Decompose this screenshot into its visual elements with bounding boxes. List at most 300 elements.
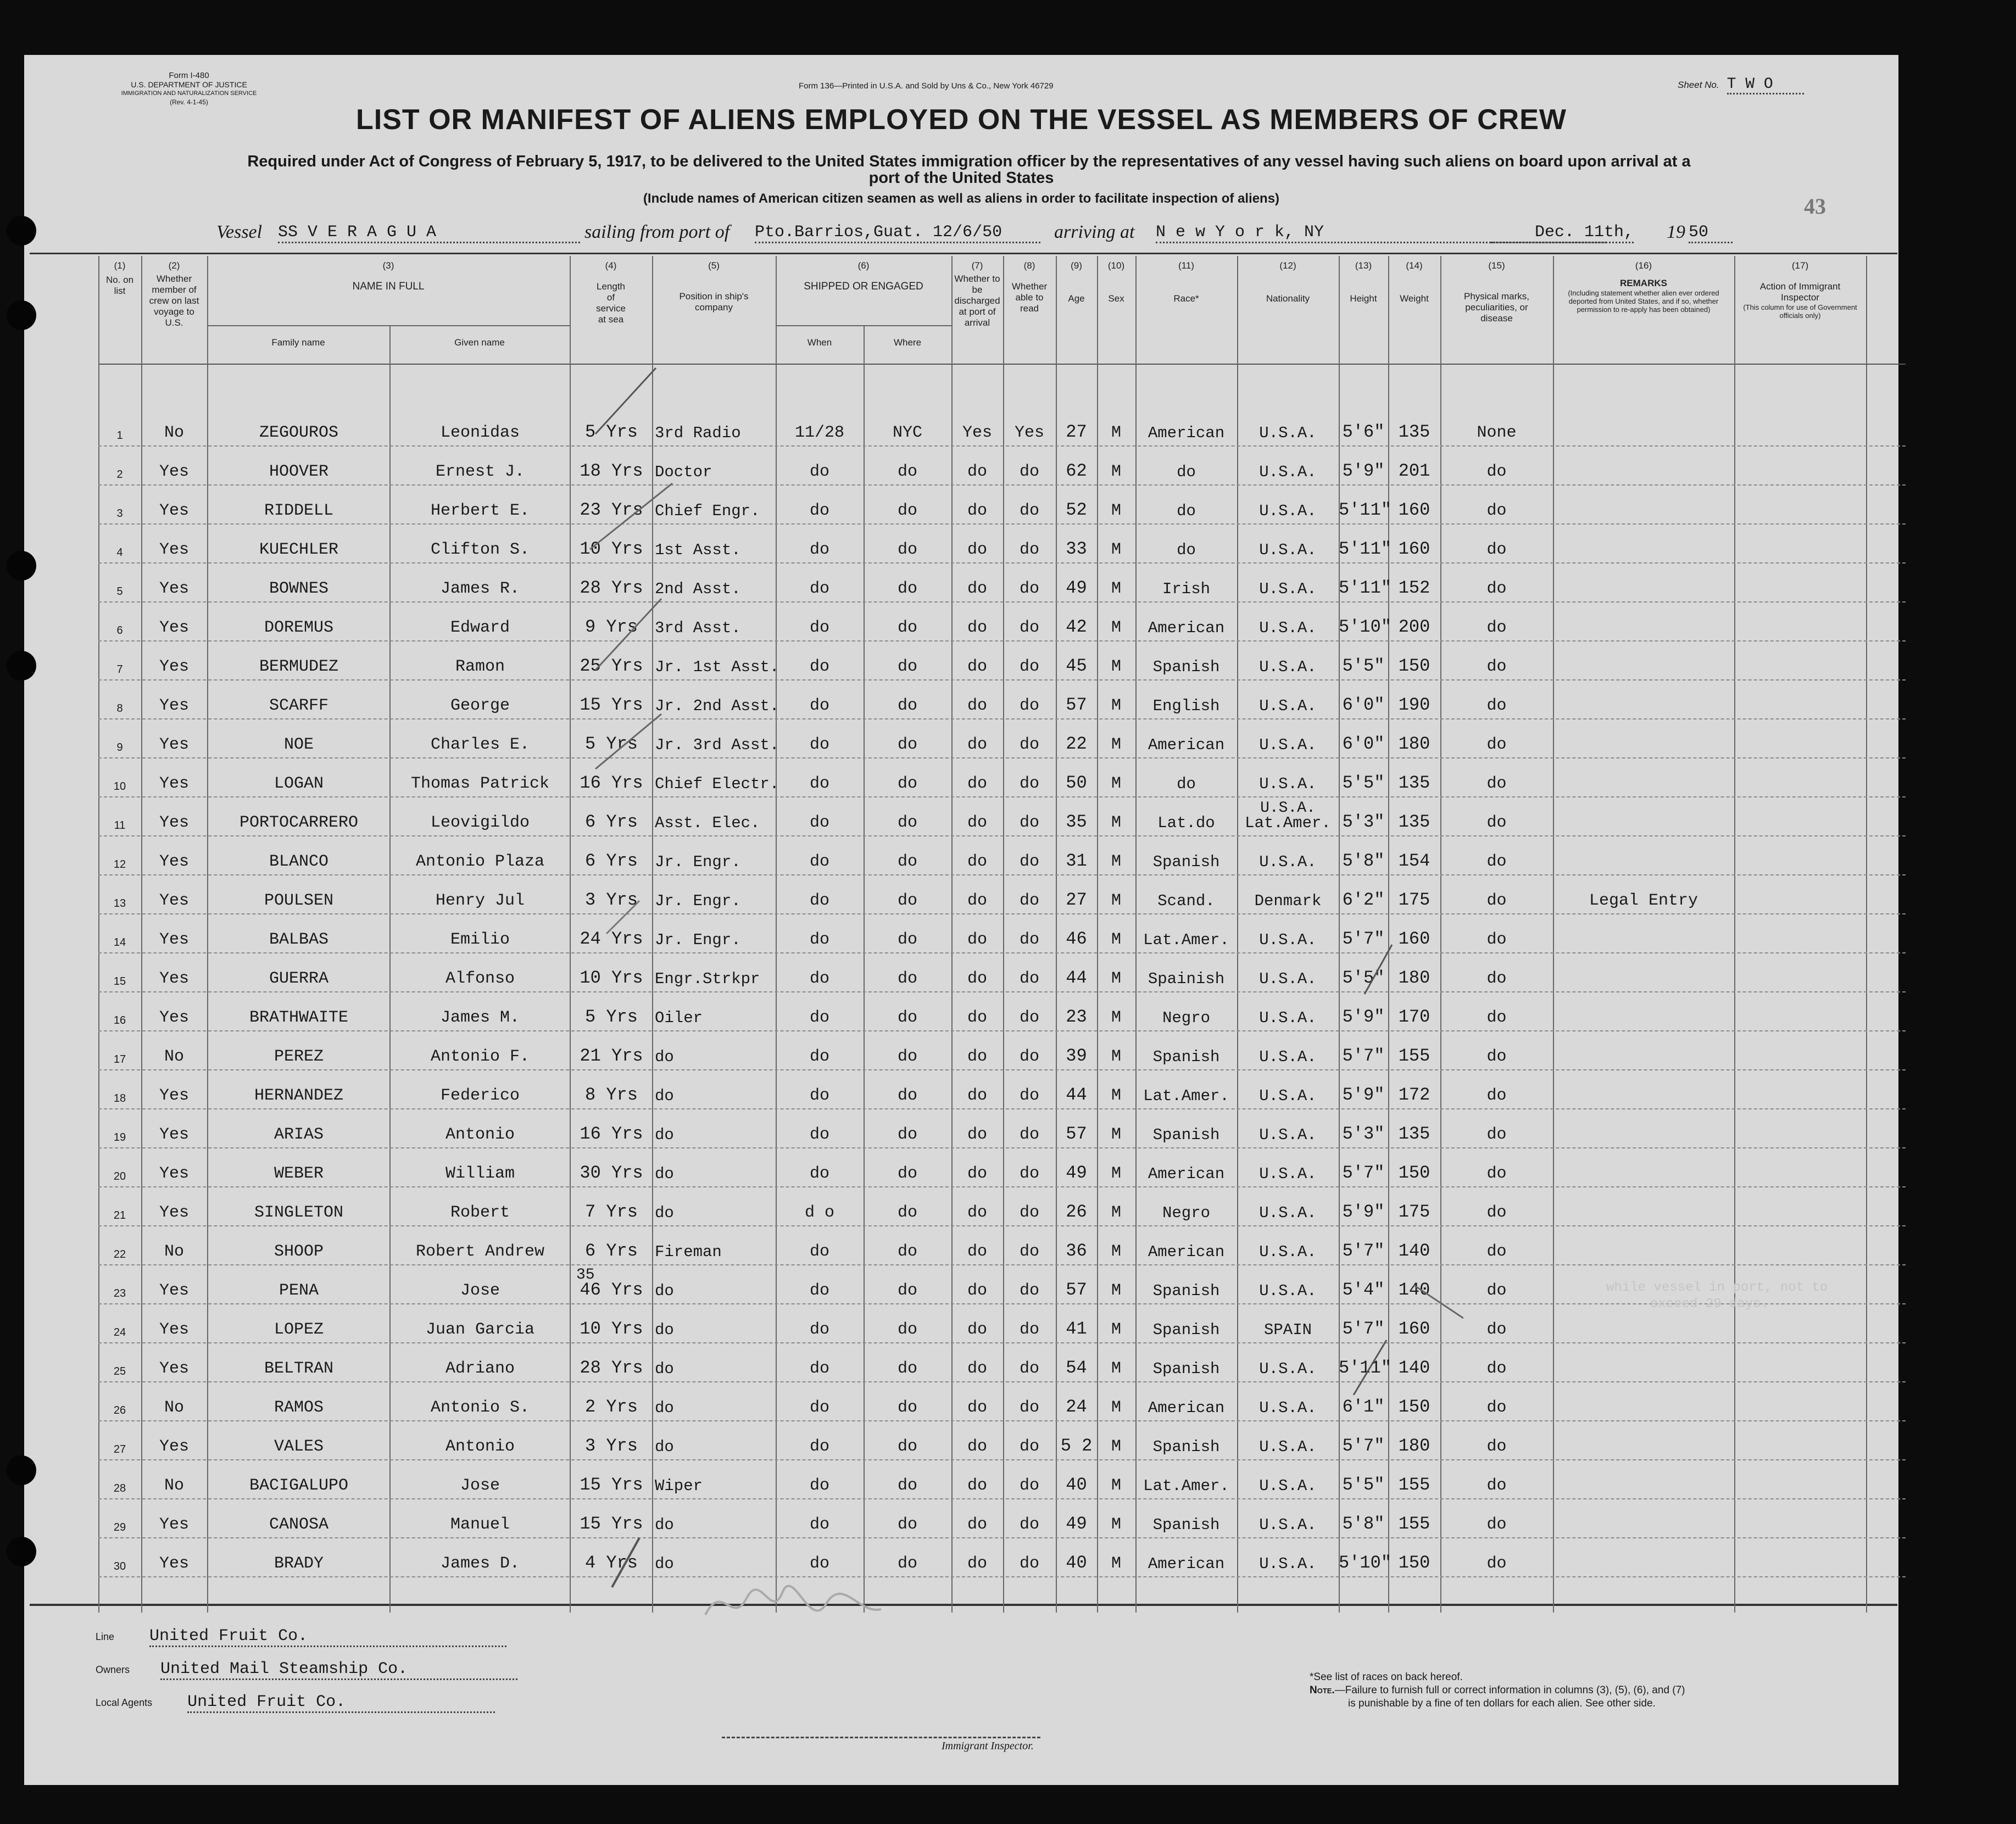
cell-nat: U.S.A. bbox=[1259, 1399, 1317, 1417]
inspector-signature-line bbox=[722, 1737, 1040, 1738]
cell-family: VALES bbox=[274, 1437, 324, 1456]
cell-marks: do bbox=[1486, 1320, 1507, 1339]
cell-when: do bbox=[809, 1398, 829, 1417]
table-row bbox=[98, 445, 1906, 486]
cell-weight: 175 bbox=[1398, 890, 1430, 910]
cell-age: 40 bbox=[1066, 1553, 1087, 1573]
cell-race: Negro bbox=[1162, 1204, 1210, 1222]
cell-height: 5'10" bbox=[1339, 617, 1392, 637]
cell-family: WEBER bbox=[274, 1164, 324, 1183]
cell-service: 16 Yrs bbox=[580, 773, 643, 793]
cell-prev: Yes bbox=[159, 891, 189, 910]
cell-given: Alfonso bbox=[445, 969, 515, 988]
cell-nat: U.S.A. bbox=[1259, 1243, 1317, 1261]
cell-given: Antonio bbox=[445, 1125, 515, 1144]
cell-age: 50 bbox=[1066, 773, 1087, 793]
cell-age: 36 bbox=[1066, 1241, 1087, 1261]
cell-where: do bbox=[897, 1515, 917, 1534]
footer-agents-label: Local Agents bbox=[96, 1697, 153, 1708]
table-row bbox=[98, 1342, 1906, 1382]
cell-marks: do bbox=[1486, 735, 1507, 754]
cell-service: 5 Yrs bbox=[584, 734, 638, 754]
punch-hole bbox=[7, 216, 36, 246]
cell-given: Robert bbox=[450, 1203, 510, 1222]
col-9-label: Age bbox=[1068, 293, 1085, 304]
cell-when: do bbox=[809, 813, 829, 832]
cell-where: do bbox=[897, 462, 917, 481]
cell-prev: No bbox=[164, 423, 184, 442]
cell-nat: U.S.A. bbox=[1259, 619, 1317, 637]
cell-service: 7 Yrs bbox=[584, 1202, 638, 1222]
cell-service: 24 Yrs bbox=[580, 929, 643, 949]
cell-no: 11 bbox=[114, 819, 126, 832]
cell-age: 46 bbox=[1066, 929, 1087, 949]
cell-nat: U.S.A. bbox=[1259, 1165, 1317, 1183]
cell-prev: Yes bbox=[159, 1554, 189, 1573]
col-13-number: (13) bbox=[1355, 260, 1372, 271]
cell-family: HERNANDEZ bbox=[254, 1086, 344, 1105]
cell-service-correction: 35 bbox=[576, 1267, 595, 1284]
subtitle-line1: Required under Act of Congress of February 5, 1917, to be delivered to the United States immigration officer by the representatives of any vessel having such aliens on board upon arrival at a bbox=[247, 153, 1691, 170]
shipped-subheader-rule bbox=[776, 325, 951, 326]
footer-line-value: United Fruit Co. bbox=[149, 1627, 506, 1647]
cell-prev: Yes bbox=[159, 774, 189, 793]
cell-family: POULSEN bbox=[264, 891, 334, 910]
cell-read: do bbox=[1019, 1437, 1039, 1456]
cell-family: RAMOS bbox=[274, 1398, 324, 1417]
footer-owners-row bbox=[96, 1660, 517, 1680]
cell-read: do bbox=[1019, 501, 1039, 520]
cell-when: do bbox=[809, 735, 829, 754]
cell-marks: do bbox=[1486, 1437, 1507, 1456]
cell-where: do bbox=[897, 579, 917, 598]
table-row bbox=[98, 757, 1906, 797]
cell-sex: M bbox=[1111, 1281, 1121, 1300]
cell-age: 39 bbox=[1066, 1046, 1087, 1066]
cell-height: 5'7" bbox=[1342, 929, 1385, 949]
cell-position: Jr. Engr. bbox=[655, 931, 741, 949]
cell-height: 5'5" bbox=[1342, 968, 1385, 988]
cell-read: do bbox=[1019, 735, 1039, 754]
cell-service: 46 Yrs bbox=[580, 1280, 643, 1300]
cell-height: 5'4" bbox=[1342, 1280, 1385, 1300]
cell-no: 14 bbox=[113, 936, 126, 949]
cell-position: do bbox=[655, 1126, 674, 1144]
cell-no: 28 bbox=[113, 1482, 126, 1494]
cell-service: 28 Yrs bbox=[580, 1358, 643, 1378]
cell-given: James M. bbox=[440, 1008, 520, 1027]
cell-no: 19 bbox=[113, 1131, 126, 1144]
cell-nat: U.S.A. bbox=[1259, 1360, 1317, 1378]
cell-disch: do bbox=[967, 1476, 987, 1495]
cell-nat: U.S.A. bbox=[1259, 580, 1317, 598]
cell-where: do bbox=[897, 618, 917, 637]
cell-when: do bbox=[809, 1281, 829, 1300]
cell-read: do bbox=[1019, 618, 1039, 637]
cell-sex: M bbox=[1111, 1320, 1121, 1339]
cell-position: 3rd Asst. bbox=[655, 619, 741, 637]
cell-no: 24 bbox=[113, 1326, 126, 1338]
inspector-signature-drawing bbox=[694, 1576, 892, 1637]
cell-weight: 155 bbox=[1398, 1475, 1430, 1495]
cell-sex: M bbox=[1111, 1086, 1121, 1105]
cell-position: Chief Engr. bbox=[655, 502, 760, 520]
cell-nat: U.S.A. bbox=[1259, 1477, 1317, 1495]
cell-no: 15 bbox=[113, 975, 126, 988]
cell-when: do bbox=[809, 579, 829, 598]
table-row bbox=[98, 1459, 1906, 1499]
cell-read: do bbox=[1019, 1515, 1039, 1534]
cell-no: 6 bbox=[116, 624, 123, 637]
cell-read: do bbox=[1019, 1125, 1039, 1144]
cell-nat: SPAIN bbox=[1263, 1321, 1312, 1339]
col-15-label: Physical marks, peculiarities, or disease bbox=[1463, 291, 1530, 323]
cell-age: 31 bbox=[1066, 851, 1087, 871]
cell-read: do bbox=[1019, 579, 1039, 598]
table-row bbox=[98, 913, 1906, 953]
cell-position: Jr. 1st Asst. bbox=[655, 658, 779, 676]
cell-where: do bbox=[897, 1281, 917, 1300]
cell-when: do bbox=[809, 1515, 829, 1534]
cell-race: Spanish bbox=[1152, 1048, 1220, 1066]
cell-where: do bbox=[897, 1047, 917, 1066]
cell-race: do bbox=[1177, 775, 1196, 793]
cell-race: do bbox=[1177, 541, 1196, 559]
cell-prev: Yes bbox=[159, 501, 189, 520]
cell-sex: M bbox=[1111, 1515, 1121, 1534]
cell-prev: Yes bbox=[159, 579, 189, 598]
cell-position: do bbox=[655, 1555, 674, 1573]
cell-when: do bbox=[809, 1164, 829, 1183]
cell-no: 25 bbox=[113, 1365, 126, 1377]
col-10-header bbox=[1097, 260, 1135, 304]
cell-when: do bbox=[809, 618, 829, 637]
cell-family: HOOVER bbox=[269, 462, 329, 481]
arriving-port-value: N e w Y o r k, NY bbox=[1156, 223, 1606, 243]
cell-prev: Yes bbox=[159, 540, 189, 559]
cell-where: do bbox=[897, 1554, 917, 1573]
cell-height: 5'5" bbox=[1342, 1475, 1385, 1495]
col-12-number: (12) bbox=[1279, 260, 1296, 271]
cell-weight: 160 bbox=[1398, 929, 1430, 949]
cell-family: NOE bbox=[283, 735, 314, 754]
cell-family: ZEGOUROS bbox=[259, 423, 339, 442]
table-row bbox=[98, 1537, 1906, 1577]
col-14-label: Weight bbox=[1400, 293, 1429, 304]
cell-read: do bbox=[1019, 1086, 1039, 1105]
cell-given: James D. bbox=[440, 1554, 520, 1573]
col-8-header bbox=[1003, 260, 1056, 314]
cell-where: do bbox=[897, 1203, 917, 1222]
cell-weight: 160 bbox=[1398, 539, 1430, 559]
cell-position: do bbox=[655, 1165, 674, 1183]
cell-nat: U.S.A. bbox=[1259, 1126, 1317, 1144]
arrival-date-value: Dec. 11th, bbox=[1491, 223, 1634, 243]
cell-sex: M bbox=[1111, 1398, 1121, 1417]
cell-disch: do bbox=[967, 501, 987, 520]
cell-age: 49 bbox=[1066, 1163, 1087, 1183]
cell-given: Juan Garcia bbox=[425, 1320, 535, 1339]
col-3-family-subheader: Family name bbox=[271, 337, 325, 348]
cell-prev: No bbox=[164, 1047, 184, 1066]
cell-family: GUERRA bbox=[269, 969, 329, 988]
cell-no: 13 bbox=[113, 897, 126, 910]
cell-no: 20 bbox=[113, 1170, 126, 1182]
cell-no: 18 bbox=[113, 1092, 126, 1105]
cell-height: 5'7" bbox=[1342, 1163, 1385, 1183]
col-2-label: Whether member of crew on last voyage to U.S. bbox=[149, 274, 199, 328]
cell-given: Manuel bbox=[450, 1515, 510, 1534]
cell-age: 49 bbox=[1066, 1514, 1087, 1534]
cell-prev: Yes bbox=[159, 462, 189, 481]
cell-race: Lat.do bbox=[1157, 814, 1215, 832]
cell-read: do bbox=[1019, 540, 1039, 559]
col-17-number: (17) bbox=[1791, 260, 1809, 271]
cell-no: 7 bbox=[116, 663, 123, 676]
faint-stamp-line1: while vessel in port, not to bbox=[1606, 1280, 1828, 1295]
col-2-header bbox=[141, 260, 207, 328]
cell-given: Jose bbox=[460, 1281, 500, 1300]
page-title: LIST OR MANIFEST OF ALIENS EMPLOYED ON THE VESSEL AS MEMBERS OF CREW bbox=[356, 104, 1567, 136]
col-11-label: Race* bbox=[1173, 293, 1199, 304]
subtitle-line2: port of the United States bbox=[868, 169, 1054, 187]
cell-no: 9 bbox=[116, 741, 123, 754]
cell-marks: None bbox=[1477, 423, 1517, 442]
cell-marks: do bbox=[1486, 813, 1507, 832]
cell-given: Federico bbox=[440, 1086, 520, 1105]
cell-position: do bbox=[655, 1399, 674, 1417]
cell-sex: M bbox=[1111, 1047, 1121, 1066]
cell-race: Spanish bbox=[1152, 1438, 1220, 1456]
sheet-number-value: T W O bbox=[1727, 76, 1804, 94]
cell-sex: M bbox=[1111, 1125, 1121, 1144]
cell-weight: 200 bbox=[1398, 617, 1430, 637]
cell-service: 6 Yrs bbox=[584, 812, 638, 832]
cell-read: do bbox=[1019, 813, 1039, 832]
cell-position: 1st Asst. bbox=[655, 541, 741, 559]
arriving-label: arriving at bbox=[1054, 222, 1135, 242]
manifest-sheet bbox=[24, 55, 1898, 1785]
cell-marks: do bbox=[1486, 1398, 1507, 1417]
cell-position: Asst. Elec. bbox=[655, 814, 760, 832]
cell-disch: do bbox=[967, 696, 987, 715]
cell-sex: M bbox=[1111, 540, 1121, 559]
col-3-number: (3) bbox=[382, 260, 394, 271]
cell-where: NYC bbox=[892, 423, 922, 442]
year-value: 50 bbox=[1689, 223, 1733, 243]
cell-given: Antonio F. bbox=[430, 1047, 530, 1066]
cell-read: do bbox=[1019, 657, 1039, 676]
cell-sex: M bbox=[1111, 657, 1121, 676]
cell-service: 15 Yrs bbox=[580, 1514, 643, 1534]
printer-line: Form 136—Printed in U.S.A. and Sold by Uns & Co., New York 46729 bbox=[799, 81, 1054, 91]
cell-nat: U.S.A. bbox=[1259, 931, 1317, 949]
punch-hole bbox=[7, 651, 36, 680]
cell-given: Edward bbox=[450, 618, 510, 637]
cell-marks: do bbox=[1486, 891, 1507, 910]
cell-height: 5'9" bbox=[1342, 1202, 1385, 1222]
col-6-where-subheader: Where bbox=[893, 337, 922, 348]
table-row bbox=[98, 523, 1906, 564]
cell-sex: M bbox=[1111, 501, 1121, 520]
cell-no: 4 bbox=[116, 546, 123, 559]
cell-position: do bbox=[655, 1204, 674, 1222]
cell-age: 5 2 bbox=[1060, 1436, 1093, 1456]
cell-no: 29 bbox=[113, 1521, 126, 1533]
table-row bbox=[98, 1225, 1906, 1265]
cell-age: 27 bbox=[1066, 890, 1087, 910]
cell-marks: do bbox=[1486, 1281, 1507, 1300]
col-6-label: SHIPPED OR ENGAGED bbox=[804, 281, 923, 292]
cell-position: Engr.Strkpr bbox=[655, 970, 760, 988]
cell-read: do bbox=[1019, 696, 1039, 715]
cell-nat: U.S.A. bbox=[1259, 1555, 1317, 1573]
cell-disch: Yes bbox=[962, 423, 992, 442]
cell-disch: do bbox=[967, 1047, 987, 1066]
cell-when: do bbox=[809, 462, 829, 481]
cell-sex: M bbox=[1111, 618, 1121, 637]
cell-read: Yes bbox=[1014, 423, 1044, 442]
form-number: Form I-480 bbox=[169, 71, 209, 80]
cell-read: do bbox=[1019, 1554, 1039, 1573]
table-row bbox=[98, 796, 1906, 836]
cell-weight: 150 bbox=[1398, 1163, 1430, 1183]
vessel-label: Vessel bbox=[216, 222, 263, 242]
cell-family: PEREZ bbox=[274, 1047, 324, 1066]
cell-height: 5'11" bbox=[1339, 500, 1392, 520]
cell-marks: do bbox=[1486, 1242, 1507, 1261]
cell-given: Ramon bbox=[455, 657, 505, 676]
cell-service: 30 Yrs bbox=[580, 1163, 643, 1183]
cell-prev: Yes bbox=[159, 618, 189, 637]
col-8-label: Whether able to read bbox=[1011, 281, 1048, 314]
col-15-number: (15) bbox=[1488, 260, 1505, 271]
table-top-border bbox=[30, 253, 1897, 254]
table-row bbox=[98, 874, 1906, 914]
cell-prev: Yes bbox=[159, 1164, 189, 1183]
cell-position: do bbox=[655, 1048, 674, 1066]
cell-disch: do bbox=[967, 1281, 987, 1300]
cell-where: do bbox=[897, 657, 917, 676]
cell-given: Thomas Patrick bbox=[410, 774, 550, 793]
cell-sex: M bbox=[1111, 462, 1121, 481]
cell-where: do bbox=[897, 1086, 917, 1105]
cell-sex: M bbox=[1111, 1554, 1121, 1573]
table-row bbox=[98, 835, 1906, 875]
revision-date: (Rev. 4-1-45) bbox=[170, 98, 208, 106]
cell-marks: do bbox=[1486, 540, 1507, 559]
cell-weight: 140 bbox=[1398, 1358, 1430, 1378]
cell-when: d o bbox=[804, 1203, 834, 1222]
note-races: *See list of races on back hereof. bbox=[1310, 1671, 1463, 1683]
cell-sex: M bbox=[1111, 423, 1121, 442]
col-3-label: NAME IN FULL bbox=[352, 281, 425, 292]
year-prefix: 19 bbox=[1667, 222, 1685, 242]
cell-marks: do bbox=[1486, 696, 1507, 715]
cell-race: Scand. bbox=[1157, 892, 1215, 910]
cell-marks: do bbox=[1486, 852, 1507, 871]
cell-service: 6 Yrs bbox=[584, 851, 638, 871]
table-row bbox=[98, 1186, 1906, 1226]
cell-weight: 135 bbox=[1398, 1124, 1430, 1144]
cell-sex: M bbox=[1111, 696, 1121, 715]
cell-disch: do bbox=[967, 1164, 987, 1183]
cell-race: Spanish bbox=[1152, 1360, 1220, 1378]
cell-marks: do bbox=[1486, 969, 1507, 988]
cell-given: Antonio Plaza bbox=[415, 852, 545, 871]
cell-given: William bbox=[445, 1164, 515, 1183]
cell-given: Clifton S. bbox=[430, 540, 530, 559]
cell-family: RIDDELL bbox=[264, 501, 334, 520]
cell-nat: Denmark bbox=[1254, 892, 1322, 910]
cell-given: Emilio bbox=[450, 930, 510, 949]
footer-owners-label: Owners bbox=[96, 1664, 130, 1675]
cell-age: 22 bbox=[1066, 734, 1087, 754]
cell-race: Spanish bbox=[1152, 853, 1220, 871]
cell-where: do bbox=[897, 735, 917, 754]
cell-height: 5'5" bbox=[1342, 656, 1385, 676]
cell-where: do bbox=[897, 540, 917, 559]
col-5-label: Position in ship's company bbox=[679, 291, 749, 313]
col-14-number: (14) bbox=[1406, 260, 1423, 271]
note-penalty-line2: is punishable by a fine of ten dollars for each alien. See other side. bbox=[1348, 1698, 1656, 1709]
col-17-sublabel: (This column for use of Government officials only) bbox=[1743, 303, 1857, 320]
cell-sex: M bbox=[1111, 930, 1121, 949]
col-1-label: No. on list bbox=[105, 275, 134, 296]
cell-marks: do bbox=[1486, 501, 1507, 520]
cell-age: 42 bbox=[1066, 617, 1087, 637]
cell-weight: 170 bbox=[1398, 1007, 1430, 1027]
cell-sex: M bbox=[1111, 813, 1121, 832]
col-6-header bbox=[776, 260, 951, 292]
cell-race: Spanish bbox=[1152, 1282, 1220, 1300]
stamp-number: 43 bbox=[1804, 194, 1826, 219]
cell-height: 5'6" bbox=[1342, 422, 1385, 442]
cell-where: do bbox=[897, 930, 917, 949]
cell-disch: do bbox=[967, 1008, 987, 1027]
punch-hole bbox=[7, 1455, 36, 1485]
cell-marks: do bbox=[1486, 657, 1507, 676]
col-7-header bbox=[951, 260, 1003, 328]
table-row bbox=[98, 1420, 1906, 1460]
col-4-label: Length of service at sea bbox=[596, 281, 626, 325]
cell-age: 41 bbox=[1066, 1319, 1087, 1339]
cell-service: 23 Yrs bbox=[580, 500, 643, 520]
cell-race: Spanish bbox=[1152, 1321, 1220, 1339]
cell-read: do bbox=[1019, 1164, 1039, 1183]
cell-given: Leovigildo bbox=[430, 813, 530, 832]
cell-age: 52 bbox=[1066, 500, 1087, 520]
note-text1: —Failure to furnish full or correct information in columns (3), (5), (6), and (7) bbox=[1334, 1684, 1685, 1696]
col-5-header bbox=[652, 260, 776, 313]
cell-nat: U.S.A. bbox=[1259, 541, 1317, 559]
cell-height: 5'9" bbox=[1342, 1085, 1385, 1105]
cell-family: CANOSA bbox=[269, 1515, 329, 1534]
cell-weight: 160 bbox=[1398, 500, 1430, 520]
table-row bbox=[98, 1498, 1906, 1538]
cell-family: SCARFF bbox=[269, 696, 329, 715]
cell-service: 10 Yrs bbox=[580, 1319, 643, 1339]
col-17-header bbox=[1734, 260, 1866, 320]
cell-weight: 140 bbox=[1398, 1241, 1430, 1261]
cell-when: do bbox=[809, 1437, 829, 1456]
table-row bbox=[98, 406, 1906, 447]
cell-disch: do bbox=[967, 969, 987, 988]
cell-family: LOPEZ bbox=[274, 1320, 324, 1339]
cell-disch: do bbox=[967, 1320, 987, 1339]
cell-position: do bbox=[655, 1516, 674, 1534]
cell-age: 54 bbox=[1066, 1358, 1087, 1378]
